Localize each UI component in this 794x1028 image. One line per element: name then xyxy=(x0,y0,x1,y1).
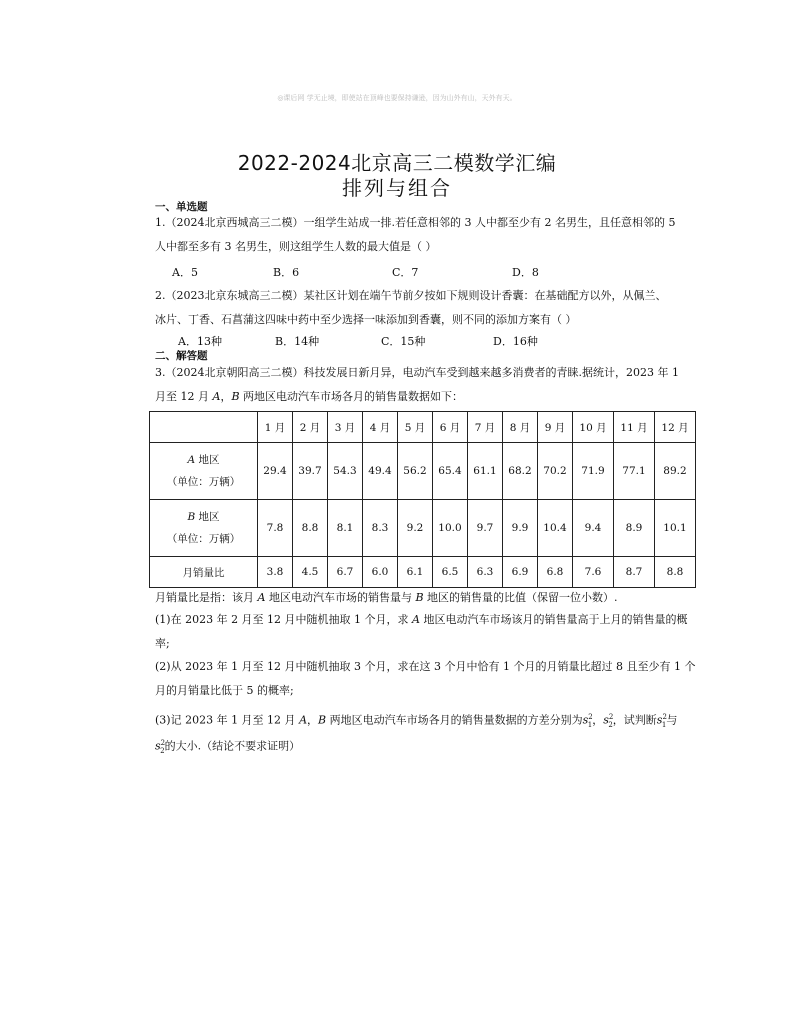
section-heading-single-choice: 一、单选题 xyxy=(155,201,208,213)
q1-option-a: A．5 xyxy=(172,266,198,279)
table-cell: 61.1 xyxy=(468,443,503,500)
q2-line2: 冰片、丁香、石菖蒲这四味中药中至少选择一味添加到香囊，则不同的添加方案有（ ） xyxy=(155,313,577,326)
q3-line2: 月至 12 月 A，B 两地区电动汽车市场各月的销售量数据如下： xyxy=(155,390,464,403)
q3-part1-line2: 率; xyxy=(155,637,170,650)
q1-line1: 1.（2024北京西城高三二模）一组学生站成一排.若任意相邻的 3 人中都至少有 2 名男生，且任意相邻的 5 xyxy=(155,216,676,229)
q3-ratio-note: 月销量比是指：该月 A 地区电动汽车市场的销售量与 B 地区的销售量的比值（保留一位小数）. xyxy=(155,591,618,604)
q3-line1: 3.（2024北京朝阳高三二模）科技发展日新月异，电动汽车受到越来越多消费者的青睐.据统计，2023 年 1 xyxy=(155,366,679,379)
month-header: 7 月 xyxy=(468,412,503,443)
q3-part2-line2: 月的月销量比低于 5 的概率; xyxy=(155,684,294,697)
row-label-ratio: 月销量比 xyxy=(150,557,258,588)
table-cell: 7.8 xyxy=(258,500,293,557)
table-corner-cell xyxy=(150,412,258,443)
table-cell: 3.8 xyxy=(258,557,293,588)
table-cell: 8.8 xyxy=(655,557,696,588)
table-cell: 56.2 xyxy=(398,443,433,500)
table-cell: 29.4 xyxy=(258,443,293,500)
table-cell: 4.5 xyxy=(293,557,328,588)
q3-part3-line2: $s^2_2$的大小.（结论不要求证明） xyxy=(155,739,301,755)
q3-part3-line1: (3)记 2023 年 1 月至 12 月 A，B 两地区电动汽车市场各月的销售量数据的方差分别为$s^2_1$，$s^2_2$，试判断$s^2_1$与 xyxy=(155,713,678,729)
q2-option-a: A．13种 xyxy=(178,335,222,348)
table-cell: 89.2 xyxy=(655,443,696,500)
table-cell: 6.1 xyxy=(398,557,433,588)
table-cell: 8.7 xyxy=(614,557,655,588)
month-header: 11 月 xyxy=(614,412,655,443)
table-cell: 9.7 xyxy=(468,500,503,557)
table-cell: 6.3 xyxy=(468,557,503,588)
q3-part1-line1: (1)在 2023 年 2 月至 12 月中随机抽取 1 个月，求 A 地区电动汽车市场该月的销售量高于上月的销售量的概 xyxy=(155,613,688,626)
page-subtitle: 排列与组合 xyxy=(342,176,452,200)
table-cell: 71.9 xyxy=(573,443,614,500)
table-cell: 7.6 xyxy=(573,557,614,588)
table-cell: 6.8 xyxy=(538,557,573,588)
table-cell: 10.0 xyxy=(433,500,468,557)
table-cell: 9.9 xyxy=(503,500,538,557)
table-cell: 70.2 xyxy=(538,443,573,500)
table-cell: 8.1 xyxy=(328,500,363,557)
table-cell: 39.7 xyxy=(293,443,328,500)
table-cell: 8.3 xyxy=(363,500,398,557)
table-row-region-a xyxy=(150,443,696,500)
table-cell: 6.7 xyxy=(328,557,363,588)
q2-option-c: C．15种 xyxy=(381,335,426,348)
watermark: ◎课后网 学无止境，即使站在顶峰也要保持谦逊，因为山外有山，天外有天。 xyxy=(277,94,517,102)
table-cell: 65.4 xyxy=(433,443,468,500)
q1-option-b: B．6 xyxy=(273,266,300,279)
month-header: 6 月 xyxy=(433,412,468,443)
month-header: 1 月 xyxy=(258,412,293,443)
q1-option-c: C．7 xyxy=(392,266,419,279)
table-cell: 6.0 xyxy=(363,557,398,588)
page-title: 2022-2024北京高三二模数学汇编 xyxy=(237,151,557,175)
q2-line1: 2.（2023北京东城高三二模）某社区计划在端午节前夕按如下规则设计香囊：在基础配方以外，从佩兰、 xyxy=(155,289,667,302)
row-label-region-a: A 地区 （单位：万辆） xyxy=(150,443,258,500)
q1-line2: 人中都至多有 3 名男生，则这组学生人数的最大值是（ ） xyxy=(155,240,437,253)
q3-part2-line1: (2)从 2023 年 1 月至 12 月中随机抽取 3 个月，求在这 3 个月中恰有 1 个月的月销量比超过 8 且至少有 1 个 xyxy=(155,660,696,673)
sales-table xyxy=(149,411,696,588)
section-heading-answer: 二、解答题 xyxy=(155,350,208,362)
table-cell: 6.5 xyxy=(433,557,468,588)
month-header: 8 月 xyxy=(503,412,538,443)
table-header-row xyxy=(150,412,696,443)
table-cell: 10.4 xyxy=(538,500,573,557)
month-header: 2 月 xyxy=(293,412,328,443)
table-cell: 9.2 xyxy=(398,500,433,557)
q2-option-b: B．14种 xyxy=(275,335,320,348)
table-row-ratio xyxy=(150,557,696,588)
table-cell: 8.8 xyxy=(293,500,328,557)
month-header: 4 月 xyxy=(363,412,398,443)
table-cell: 9.4 xyxy=(573,500,614,557)
month-header: 9 月 xyxy=(538,412,573,443)
table-cell: 6.9 xyxy=(503,557,538,588)
table-cell: 68.2 xyxy=(503,443,538,500)
table-cell: 10.1 xyxy=(655,500,696,557)
q1-option-d: D．8 xyxy=(512,266,539,279)
month-header: 12 月 xyxy=(655,412,696,443)
table-cell: 49.4 xyxy=(363,443,398,500)
table-cell: 54.3 xyxy=(328,443,363,500)
table-cell: 8.9 xyxy=(614,500,655,557)
table-cell: 77.1 xyxy=(614,443,655,500)
row-label-region-b: B 地区 （单位：万辆） xyxy=(150,500,258,557)
month-header: 10 月 xyxy=(573,412,614,443)
table-row-region-b xyxy=(150,500,696,557)
month-header: 5 月 xyxy=(398,412,433,443)
month-header: 3 月 xyxy=(328,412,363,443)
q2-option-d: D．16种 xyxy=(493,335,538,348)
